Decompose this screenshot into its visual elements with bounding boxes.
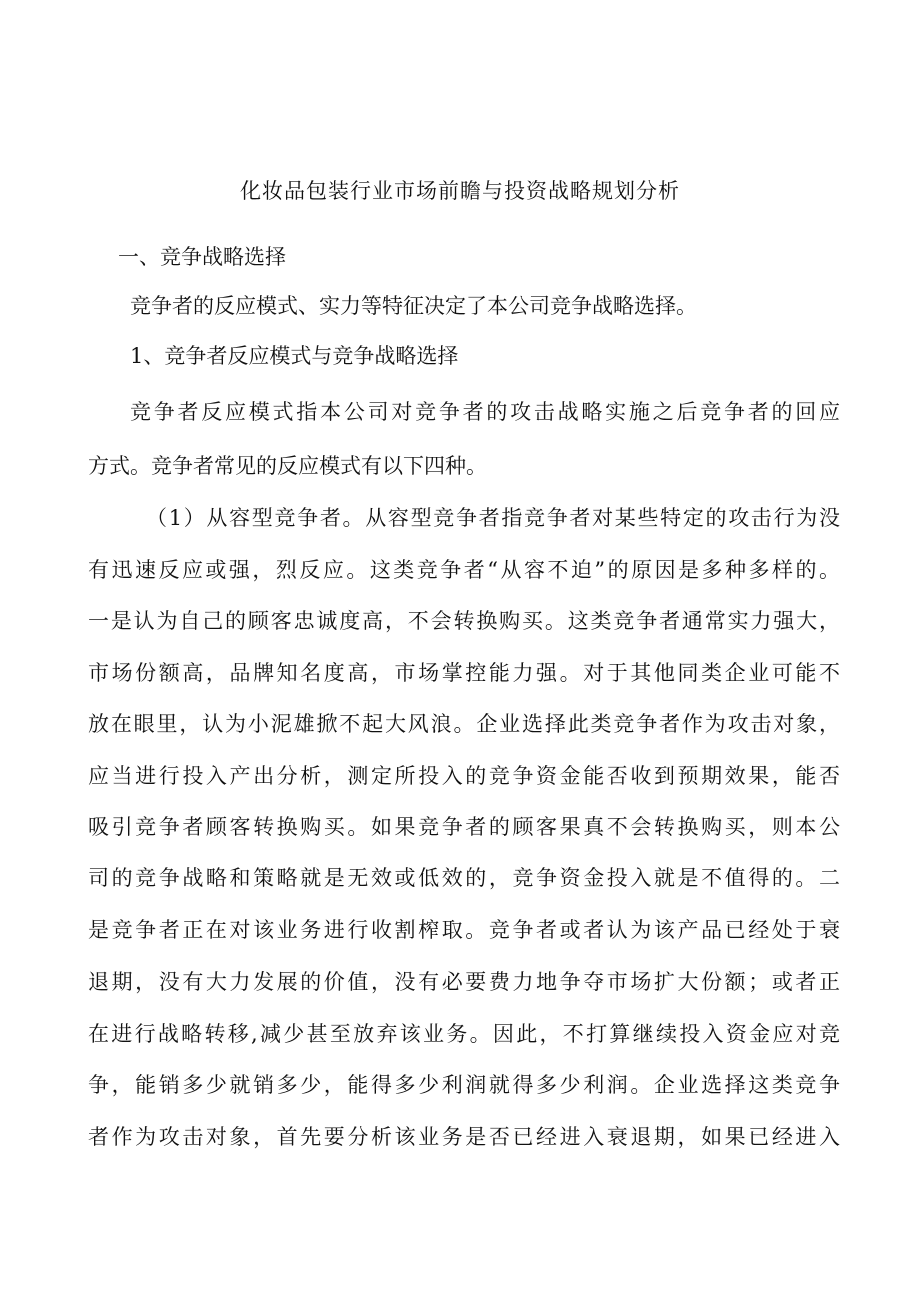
paragraph-line: 应当进行投入产出分析，测定所投入的竞争资金能否收到预期效果，能否 (88, 764, 840, 788)
document-title: 化妆品包装行业市场前瞻与投资战略规划分析 (240, 179, 680, 203)
paragraph-line: 退期，没有大力发展的价值，没有必要费力地争夺市场扩大份额；或者正 (88, 970, 840, 994)
paragraph-line: 在进行战略转移,减少甚至放弃该业务。因此，不打算继续投入资金应对竞 (88, 1022, 840, 1046)
paragraph-line: 者作为攻击对象，首先要分析该业务是否已经进入衰退期，如果已经进入 (88, 1125, 840, 1149)
paragraph-line: （1）从容型竞争者。从容型竞争者指竞争者对某些特定的攻击行为没 (146, 506, 840, 530)
paragraph-line: 吸引竞争者顾客转换购买。如果竞争者的顾客果真不会转换购买，则本公 (88, 815, 840, 839)
paragraph-line: 市场份额高，品牌知名度高，市场掌控能力强。对于其他同类企业可能不 (88, 661, 840, 685)
paragraph-line: 放在眼里，认为小泥雄掀不起大风浪。企业选择此类竞争者作为攻击对象， (88, 712, 840, 736)
paragraph-line: 有迅速反应或强，烈反应。这类竞争者“从容不迫”的原因是多种多样的。 (88, 558, 840, 582)
paragraph-line: 争，能销多少就销多少，能得多少利润就得多少利润。企业选择这类竞争 (88, 1073, 840, 1097)
section-heading: 一、竞争战略选择 (118, 245, 286, 269)
paragraph-line: 方式。竞争者常见的反应模式有以下四种。 (88, 454, 487, 478)
subheading: 1、竞争者反应模式与竞争战略选择 (130, 344, 459, 368)
intro-paragraph: 竞争者的反应模式、实力等特征决定了本公司竞争战略选择。 (130, 294, 697, 318)
paragraph-line: 一是认为自己的顾客忠诚度高，不会转换购买。这类竞争者通常实力强大， (88, 609, 840, 633)
paragraph-line: 是竞争者正在对该业务进行收割榨取。竞争者或者认为该产品已经处于衰 (88, 918, 840, 942)
paragraph-line: 司的竞争战略和策略就是无效或低效的，竞争资金投入就是不值得的。二 (88, 866, 840, 890)
paragraph-line: 竞争者反应模式指本公司对竞争者的攻击战略实施之后竞争者的回应 (130, 400, 840, 424)
